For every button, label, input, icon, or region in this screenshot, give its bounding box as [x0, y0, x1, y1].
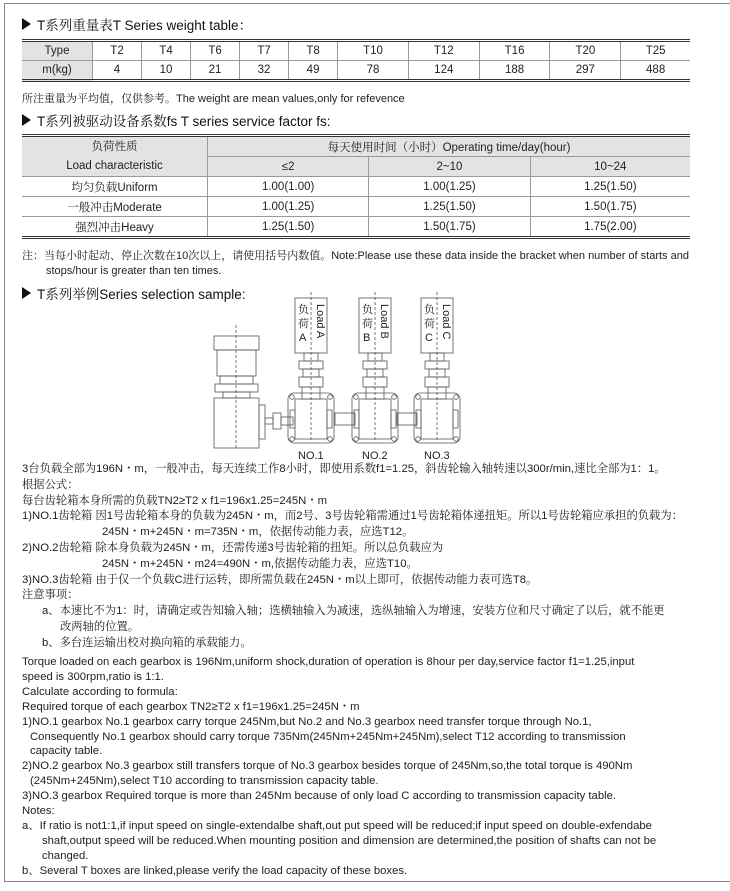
cn-line: 3台负载全部为196N・m，一般冲击，每天连续工作8小时，即使用系数f1=1.25，斜齿轮输入轴转速以300r/min,速比全部为1：1。: [22, 463, 666, 475]
type-cell: T7: [240, 41, 289, 61]
en-line: 3)NO.3 gearbox Required torque is more than 245Nm because of only load C according to transmission capacity table.: [22, 790, 617, 803]
weight-cell: 488: [646, 64, 666, 76]
section-arrow-icon: [22, 287, 31, 299]
type-cell: T6: [191, 41, 240, 61]
factor-cell: 1.25(1.50): [208, 217, 369, 238]
factor-cell: 1.25(1.50): [530, 177, 690, 197]
en-explanation: [22, 655, 722, 879]
load-label-cn: 荷: [298, 318, 309, 330]
weight-cell: 297: [550, 61, 621, 81]
gearbox-drawing: [352, 292, 398, 443]
cn-line: 根据公式：: [22, 478, 79, 491]
type-cell: T10: [338, 41, 409, 61]
factor-cell: 1.00(1.25): [369, 177, 530, 197]
weight-cell: 124: [408, 61, 479, 81]
table-row: [22, 61, 690, 81]
table-row: [22, 197, 690, 217]
en-line: Required torque of each gearbox TN2≥T2 x f1=196x1.25=245N・m: [22, 700, 360, 713]
cn-line: a、本速比不为1：时，请确定或告知输入轴；选横轴输入为减速，选纵轴输入为增速，安装方位和尺寸确定了以后，就不能更: [42, 605, 665, 618]
en-line: changed.: [42, 849, 89, 862]
load-header-cn: 负荷性质: [91, 140, 138, 153]
load-label-cn: 荷: [362, 318, 373, 330]
section-arrow-icon: [22, 18, 31, 30]
en-line: Calculate according to formula:: [22, 685, 178, 698]
motor-drawing: [214, 325, 293, 450]
load-label-en: Load A: [314, 304, 326, 339]
load-label-en: Load B: [378, 304, 390, 339]
table-row: [22, 217, 690, 238]
factor-cell: 1.00(1.00): [208, 177, 369, 197]
service-factor-table: [22, 134, 690, 239]
weight-cell: 10: [142, 61, 191, 81]
service-section-title: T系列被驱动设备系数fs T series service factor fs:: [22, 110, 331, 130]
en-line: capacity table.: [30, 745, 103, 758]
en-line: 1)NO.1 gearbox No.1 gearbox carry torque 245Nm,but No.2 and No.3 gearbox need transfer torque through No.1,: [22, 715, 592, 728]
type-cell: T25: [621, 41, 690, 61]
factor-cell: 1.25(1.50): [369, 197, 530, 217]
time-header: 每天使用时间（小时）Operating time/day(hour): [208, 136, 691, 157]
en-line: Notes:: [22, 805, 55, 818]
cn-line: b、多台连运输出校对换向箱的承载能力。: [42, 636, 252, 649]
couplings: [335, 413, 417, 425]
load-label-en: Load C: [440, 304, 452, 340]
sample-section-title: T系列举例Series selection sample:: [22, 283, 246, 303]
gearbox-label: NO.3: [424, 450, 450, 462]
row-header: Type: [22, 41, 93, 61]
load-label: 均匀负载Uniform: [22, 177, 208, 197]
gearbox-label: NO.1: [298, 450, 324, 462]
table-header-row: [22, 136, 690, 157]
type-cell: T4: [142, 41, 191, 61]
weight-cell: 188: [479, 61, 550, 81]
cn-line: 注意事项：: [22, 589, 79, 602]
en-line: 2)NO.2 gearbox No.3 gearbox still transfers torque of No.3 gearbox besides torque of 245Nm,so,the total torque is 490Nm: [22, 760, 633, 773]
factor-cell: 1.50(1.75): [530, 197, 690, 217]
type-cell: T8: [289, 41, 338, 61]
gearbox-label: NO.2: [362, 450, 388, 462]
table-row: [22, 177, 690, 197]
cn-line: 3)NO.3齿轮箱 由于仅一个负载C进行运转，即所需负载在245N・m以上即可，依据传动能力表可选T8。: [22, 573, 538, 586]
en-line: shaft,output speed will be reduced.When mounting position and dimension are determined,the position of shafts can not be: [42, 834, 657, 847]
en-line: speed is 300rpm,ratio is 1:1.: [22, 670, 164, 683]
load-label-cn: 负: [298, 304, 309, 316]
type-cell: T12: [408, 41, 479, 61]
factor-cell: 1.75(2.00): [584, 220, 637, 233]
service-note: [22, 249, 689, 279]
load-letter: C: [425, 332, 433, 344]
cn-line: 每台齿轮箱本身所需的负载TN2≥T2 x f1=196x1.25=245N・m: [22, 494, 328, 507]
en-line: (245Nm+245Nm),select T10 according to transmission capacity table.: [30, 775, 379, 788]
en-line: b、Several T boxes are linked,please verify the load capacity of these boxes.: [22, 864, 408, 877]
weight-table: [22, 39, 690, 82]
time-column-header: 10~24: [530, 157, 690, 177]
load-label-cn: 负: [424, 304, 435, 316]
time-column-header: ≤2: [208, 157, 369, 177]
weight-section-title: T系列重量表T Series weight table：: [22, 14, 252, 34]
service-note-line: stops/hour is greater than ten times.: [46, 265, 222, 277]
service-note-line: 注：当每小时起动、停止次数在10次以上，请使用括号内数值。Note:Please use these data inside the bracket when number of starts and: [22, 250, 689, 262]
cn-line: 改两轴的位置。: [60, 620, 140, 633]
weight-note: 所注重量为平均值，仅供参考。The weight are mean values,only for refevence: [22, 93, 405, 105]
load-label-cn: 荷: [424, 318, 435, 330]
type-cell: T2: [93, 41, 142, 61]
load-header-en: Load characteristic: [66, 159, 163, 172]
load-label: 一般冲击Moderate: [22, 197, 208, 217]
factor-cell: 1.00(1.25): [208, 197, 369, 217]
en-line: Torque loaded on each gearbox is 196Nm,uniform shock,duration of operation is 8hour per day,service factor f1=1.25,input: [22, 656, 635, 668]
load-header: [22, 136, 208, 177]
cn-explanation: [22, 462, 722, 652]
time-column-header: 2~10: [369, 157, 530, 177]
weight-cell: 32: [240, 61, 289, 81]
factor-cell: 1.50(1.75): [369, 217, 530, 238]
load-letter: A: [299, 332, 307, 344]
type-cell: T20: [550, 41, 621, 61]
en-line: Consequently No.1 gearbox should carry torque 735Nm(245Nm+245Nm+245Nm),select T12 according to transmission: [30, 730, 626, 743]
load-letter: B: [363, 332, 371, 344]
cn-line: 1)NO.1齿轮箱 因1号齿轮箱本身的负载为245N・m，而2号、3号齿轮箱需通过1号齿轮箱体递扭矩。所以1号齿轮箱应承担的负载为：: [22, 510, 683, 523]
load-label-cn: 负: [362, 304, 373, 316]
type-cell: T16: [479, 41, 550, 61]
section-arrow-icon: [22, 114, 31, 126]
cn-line: 245N・m+245N・m=735N・m，依据传动能力表，应选T12。: [102, 526, 414, 539]
gearbox-drawing: [288, 292, 334, 443]
load-label: 强烈冲击Heavy: [22, 217, 208, 238]
table-row: [22, 41, 690, 61]
gearbox-drawing: [414, 292, 460, 443]
weight-cell: 4: [93, 61, 142, 81]
weight-cell: 21: [191, 61, 240, 81]
weight-cell: 78: [338, 61, 409, 81]
cn-line: 245N・m+245N・m24=490N・m,依据传动能力表，应选T10。: [102, 557, 418, 570]
cn-line: 2)NO.2齿轮箱 除本身负载为245N・m，还需传递3号齿轮箱的扭矩。所以总负载应为: [22, 541, 444, 554]
row-header: m(kg): [22, 61, 93, 81]
en-line: a、If ratio is not1:1,if input speed on single-extendalbe shaft,out put speed will be reduced;if input speed on double-exfendabe: [22, 819, 652, 832]
weight-cell: 49: [289, 61, 338, 81]
